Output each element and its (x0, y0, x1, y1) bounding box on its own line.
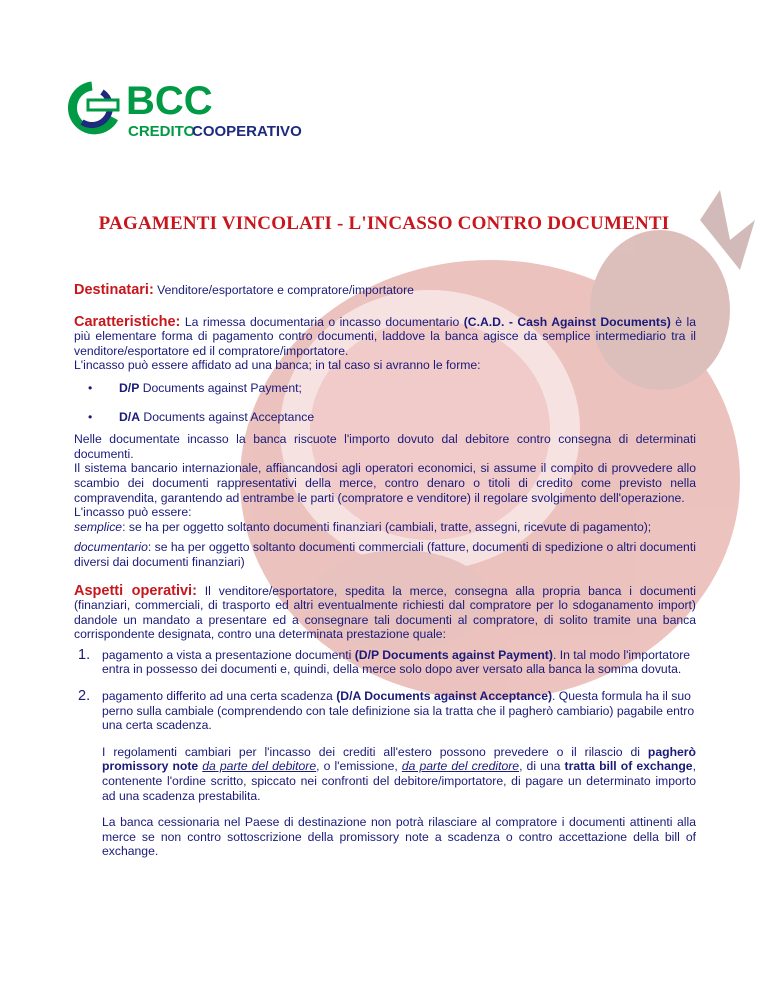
creditore-link[interactable]: da parte del creditore (401, 759, 520, 774)
numbered-item (74, 689, 696, 859)
destinatari-section (74, 283, 696, 298)
text-run: I regolamenti cambiari per l'incasso dei crediti all'estero possono prevedere o il rilascio di (102, 744, 648, 759)
bill-term: tratta bill of exchange (564, 759, 693, 774)
caratteristiche-line1: La rimessa documentaria o incasso documentario (184, 314, 464, 329)
bullet-term: D/A (119, 409, 140, 424)
paragraph: Nelle documentate incasso la banca riscuote l'importo dovuto dal debitore contro consegna di determinati documenti. (74, 432, 696, 461)
documentario-paragraph (74, 540, 696, 569)
cad-term: (C.A.D. - Cash Against Documents) (463, 314, 671, 329)
text-run: , contenente l'ordine scritto, spiccato nei confronti del debitore/importatore, di pagare un determinato importo ad una scadenza prestabilita. (102, 759, 696, 803)
aspetti-intro-rest: (finanziari, commerciali, di trasporto ed altri eventualmente richiesti dal compratore per lo sdoganamento import) dandole un mandato a presentare ed a consegnare tali documenti al compratore, di solito tramite una banca corrispondente designata, contro una determinata prestazione quale: (74, 598, 696, 642)
debitore-link[interactable]: da parte del debitore (202, 759, 317, 774)
documentario-term: documentario (74, 540, 148, 555)
regolamenti-paragraph (102, 745, 696, 803)
logo-cooperativo-text: COOPERATIVO (192, 123, 302, 140)
bullet-text: Documents against Payment; (139, 380, 302, 395)
semplice-text: : se ha per oggetto soltanto documenti finanziari (cambiali, tratte, assegni, ricevute di pagamento); (122, 519, 652, 534)
documentario-text: : se ha per oggetto soltanto documenti commerciali (fatture, documenti di spedizione o altri documenti diversi dai documenti finanziari) (74, 540, 696, 569)
page-title: PAGAMENTI VINCOLATI - L'INCASSO CONTRO DOCUMENTI (98, 213, 670, 234)
item-number: 2. (78, 688, 91, 705)
caratteristiche-label: Caratteristiche: (74, 313, 181, 330)
item-text: . In tal modo l'importatore entra in possesso dei documenti e, quindi, della merce solo dopo aver versato alla banca la somma dovuta. (102, 647, 691, 677)
item-text: . Questa formula ha il suo perno sulla cambiale (comprendendo con tale definizione sia la tratta che il pagherò cambiario) pagabile entro una certa scadenza. (102, 689, 695, 733)
item-text: pagamento a vista a presentazione documenti (102, 647, 355, 662)
item-term: (D/A Documents against Acceptance) (336, 689, 553, 704)
aspetti-intro-first: Il venditore/esportatore, spedita la merce, consegna alla propria banca i documenti (204, 583, 697, 598)
bullet-term: D/P (119, 380, 140, 395)
aspetti-label: Aspetti operativi: (74, 582, 197, 599)
banca-cessionaria-paragraph: La banca cessionaria nel Paese di destinazione non potrà rilasciare al compratore i documenti attinenti alla merce se non contro sottoscrizione della promissory note a scadenza o contro accettazione della bill of exchange. (102, 815, 696, 859)
item-text: pagamento differito ad una certa scadenza (102, 689, 337, 704)
logo-bcc-text: BCC (126, 79, 213, 123)
item-number: 1. (78, 646, 91, 663)
bcc-logo (62, 78, 302, 140)
semplice-paragraph (74, 520, 696, 535)
item-term: (D/P Documents against Payment) (354, 647, 553, 662)
caratteristiche-section (74, 315, 696, 570)
document-body (74, 283, 696, 859)
bullet-item (74, 410, 696, 425)
logo-mark (72, 86, 118, 130)
aspetti-section (74, 584, 696, 860)
text-run: , o l'emissione, (316, 759, 402, 774)
caratteristiche-forme: L'incasso può essere affidato ad una banca; in tal caso si avranno le forme: (74, 358, 481, 373)
destinatari-label: Destinatari: (74, 282, 154, 298)
logo-credito-text: CREDITO (128, 123, 196, 140)
promissory-term: pagherò promissory note (102, 744, 696, 774)
bullet-icon: • (88, 380, 93, 395)
paragraph: Il sistema bancario internazionale, affiancandosi agli operatori economici, si assume il compito di provvedere allo scambio dei documenti rappresentativi della merce, contro denaro o titoli di credito come previsto nella compravendita, garantendo ad entrambe le parti (compratore e venditore) il regolare svolgimento dell'operazione. (74, 461, 696, 505)
numbered-item (74, 648, 696, 677)
bullet-text: Documents against Acceptance (140, 409, 315, 424)
text-run: , di una (519, 759, 565, 774)
bullet-icon: • (88, 409, 93, 424)
bullet-item (74, 381, 696, 396)
semplice-term: semplice (74, 519, 123, 534)
caratteristiche-rest: è la più elementare forma di pagamento contro documenti, laddove la banca agisce da semplice intermediario tra il venditore/esportatore ed il compratore/importatore. (74, 314, 697, 358)
paragraph: L'incasso può essere: (74, 505, 192, 520)
destinatari-text: Venditore/esportatore e compratore/importatore (157, 283, 414, 297)
